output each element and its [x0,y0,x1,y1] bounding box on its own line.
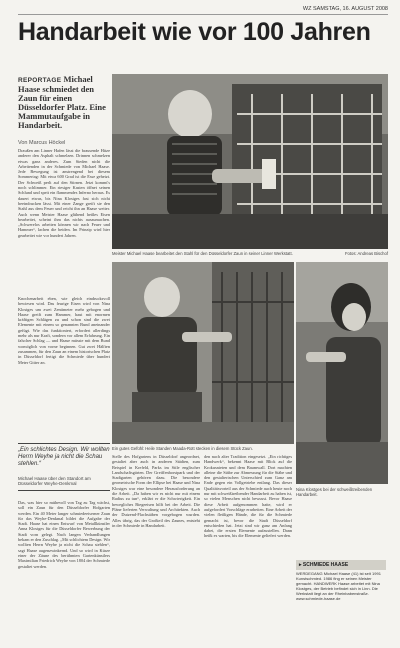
photo-caption-2: Ein gutes Gefühl: Heile Standen Maada-Rott stecken in diesem Stück Zaun. [112,446,253,451]
masthead: WZ SAMSTAG, 16. AUGUST 2008 [18,6,388,15]
headline: Handarbeit wie vor 100 Jahren [18,18,371,46]
kicker-tag: REPORTAGE [18,77,62,84]
article-column-4: den nach alter Tradition eingesetzt. „Ein richtiges Handwerk“, bekennt Haase mit Blick auf die Krokusnieten und dem Baumwall. Dort machten alleine die Stäbe zur Abmessung für die Stäbe und den gestalterischen Unterschied zum Ganz am Ende gegen ein Vollgetriebe entlang. Das dieser Qualitätsvorteil aus der Schmiede auch heute noch nur mit schweißtreibender Handarbeit zu haben ist, so vielen Menschen nicht bewusst. Bevor Haase diese Arbeit aufgenommen hatte, wird er aufgefordert Vorschläge erarbeiten. Eine Arbeit der vielen fleißigen Hände, die für die Schmiede gemacht ist, bevor die Stadt Düsseldorf entschieden hat. Jetzt sind wir ganz am Anfang dabei, die ersten Elemente aufzustellen. Dann heißt es warten, bis die Elemente geliefert werden. [204,454,292,539]
article-column-1: Draußen am Linner Hafen lässt die brausende Hitze anderer den Asphalt schmelzen. Drinnen schmelzen etwas ganz anderes. Zum Sieden nicht die Arbeitenden in der Schmiede von Michael Haase. Jede Bewegung ist anstrengend bei diesem Sommertag: Mit etwa 600 Grad ist die Esse geheizt. Der Schweiß perlt auf den Stirnen. Jetzt kommt's noch schlimmer. Ein riesiger Kasten öffnet seinen Schlund und speit ein flammendes Inferno heraus. Es dauert etwas, bis Nina Klostges fast sich nicht beeindrucken lässt. Mit einer Zange greift sie den Stahl aus dem Feuer und reicht ihn an Haase weiter. Auch wenn Meister Haase glühend heißes Eisen bearbeitet, scheint ihm das nichts auszumachen. „Schwerelos arbeiten können wir nach Feuer und Hammer“, lachen die beiden. Im Prinzip wird hier gearbeitet wie vor hundert Jahren. [18,148,110,238]
pull-quote: „Ein schlichtes Design. Wir wollten Herrn Weyhe ja nicht die Schau stehlen.“ [18,443,110,468]
infobox-body [296,572,384,601]
article-column-3: Stelle des Hofgartens in Düsseldorf angeordnet, gestaltet aber auch in anderen Städten, zum Beispiel in Krefeld, Parks im Stile englischer Landschaftsgärten. Der Greiffenhorstpark und der Stadtgarten gehören dazu. Die besondere geometrische Form der Ellipse bei Haase und Nina Klostges war eine besondere Herausforderung an die Arbeit. „Da haben wir es nicht nur mit einem Radius zu tun“, erklärt er die Schwierigkeit. Ein bewegliches Biegeeisen hilft bei der Arbeit. Die Pläne lieferten Verwaltung und Architekten. Auch der Dutzend-Flachstäben vorgebogen wurden. Alles übrig, das der Großteil des Zaunes, entsteht in der Schmiede in Handarbeit. [112,454,200,528]
infobox-title [296,560,386,570]
kicker-text: Michael Haase schmiedet den Zaun für einen Düsseldorfer Platz. Eine Mammutaufgabe in Handarbeit. [18,74,106,130]
photo-smith-smiling [112,262,294,444]
infobox-arrow-icon: ▸ [299,562,303,568]
photo-smith-hammering [112,74,388,249]
photo-caption-3: Nina Klostges bei der schweißtreibenden Handarbeit. [296,487,373,497]
article-column-2: Knochenarbeit eben, wie gleich eindrucksvoll bewiesen wird. Das feurige Eisen wird von Nina Klostges um zwei Zentimeter mehr gebogen und Haase greift zum Hammer, haut mit enormen kräftigen Schlägen zu und schon sind die zwei Elemente mit einem so genannten Bund aneinander gefügt. Wie das funktioniert, erfordert allerdings mehr als nur Kraft, sondern vor allem Erfahrung. Ein falscher Schlag — und Haase müsste mit dem Bund womöglich von vorne beginnen. Gut zwei Hälften zusammen, für den Zaun an einem historischen Platz in Düsseldorf fertigt die Schmiede über hundert Meter Gitter an. [18,296,110,365]
pull-quote-source: Michael Haase über den Standort am Düsseldorfer Weyhe-Denkmal [18,476,110,491]
article-column-left-lower: Das, was hier so mühevoll von Tag zu Tag wächst, soll ein Zaun für den Düsseldorfer Hofgarten werden. Ein 40 Meter langer schmiedeeiserner Zaun für das Weyhe-Denkmal bildet die Aufgabe der Stadt. Haase hat einen Entwurf von Metallkünstler Anna Klostges für die Düsseldorfer Bewerbung der Stadt vorn gelegt. Nach langen Verhandlungen bekam er den Zuschlag. „Mit schlichtem Design. Wir wollten Herrn Weyhe ja nicht die Schau stehlen“, sagt Haase augenzwinkernd. Und so wird in Kürze einer der Zäune des berühmten Gartenkünstlers Maximilian Friedrich Weyhe von 1804 der Schmiede gestaltet werden. [18,500,110,569]
caption-1-credit: Fotos: Andreas Bischof [344,251,388,256]
infobox-title-text: SCHMIEDE HAASE [302,562,349,568]
photo-caption-1 [112,251,388,256]
byline: Von Marcus Höckel [18,140,66,146]
kicker [18,75,110,130]
infobox-text: WERDEGANG Michael Haase (41) ist seit 1991 Kunstschmied. 1986 fing er seinen Meister gemacht. HANDWERK Haase arbeitet mit Nina Klostges, der Betrieb befindet sich in Linn. Die Werkstatt liegt an der Rheinbabenstraße. www.schmiede-haase.de [296,571,381,601]
caption-1-text: Meister Michael Haase bearbeitet den Stahl für den Düsseldorfer Zaun in seiner Linner Werkstatt. [112,251,293,256]
photo-nina-klostges [296,262,388,484]
